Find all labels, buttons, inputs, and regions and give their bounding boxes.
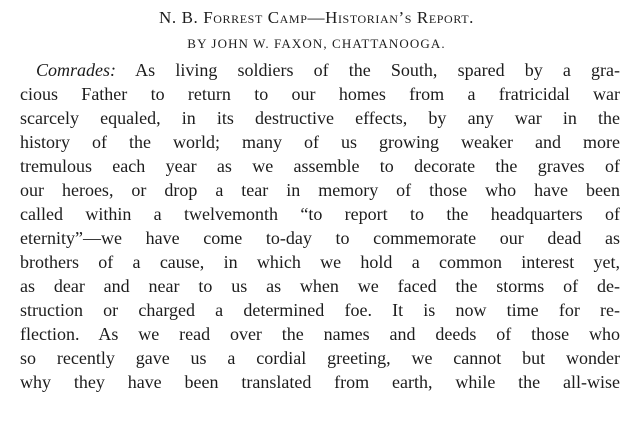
- body-line-1-text: As living soldiers of the South, spared by a gra-: [116, 60, 620, 80]
- body-line-14: why they have been translated from earth, while the all-wise: [20, 372, 620, 392]
- body-line-8: eternity”—we have come to-day to commemorate our dead as: [20, 228, 620, 248]
- body-line-6: our heroes, or drop a tear in memory of those who have been: [20, 180, 620, 200]
- body-line-5: tremulous each year as we assemble to decorate the graves of: [20, 156, 620, 176]
- body-line-3: scarcely equaled, in its destructive effects, by any war in the: [20, 108, 620, 128]
- salutation: Comrades:: [36, 60, 116, 80]
- body-line-10: as dear and near to us as when we faced the storms of de-: [20, 276, 620, 296]
- body-line-9: brothers of a cause, in which we hold a common interest yet,: [20, 252, 620, 272]
- author-byline: BY JOHN W. FAXON, CHATTANOOGA.: [187, 36, 446, 51]
- body-line-1: [36, 58, 620, 82]
- body-line-2: cious Father to return to our homes from a fratricidal war: [20, 84, 620, 104]
- body-line-12: flection. As we read over the names and deeds of those who: [20, 324, 620, 344]
- body-line-7: called within a twelvemonth “to report to the headquarters of: [20, 204, 620, 224]
- body-line-13: so recently gave us a cordial greeting, we cannot but wonder: [20, 348, 620, 368]
- body-line-4: history of the world; many of us growing weaker and more: [20, 132, 620, 152]
- report-title: N. B. Forrest Camp—Historian’s Report.: [159, 8, 474, 27]
- body-line-11: struction or charged a determined foe. It is now time for re-: [20, 300, 620, 320]
